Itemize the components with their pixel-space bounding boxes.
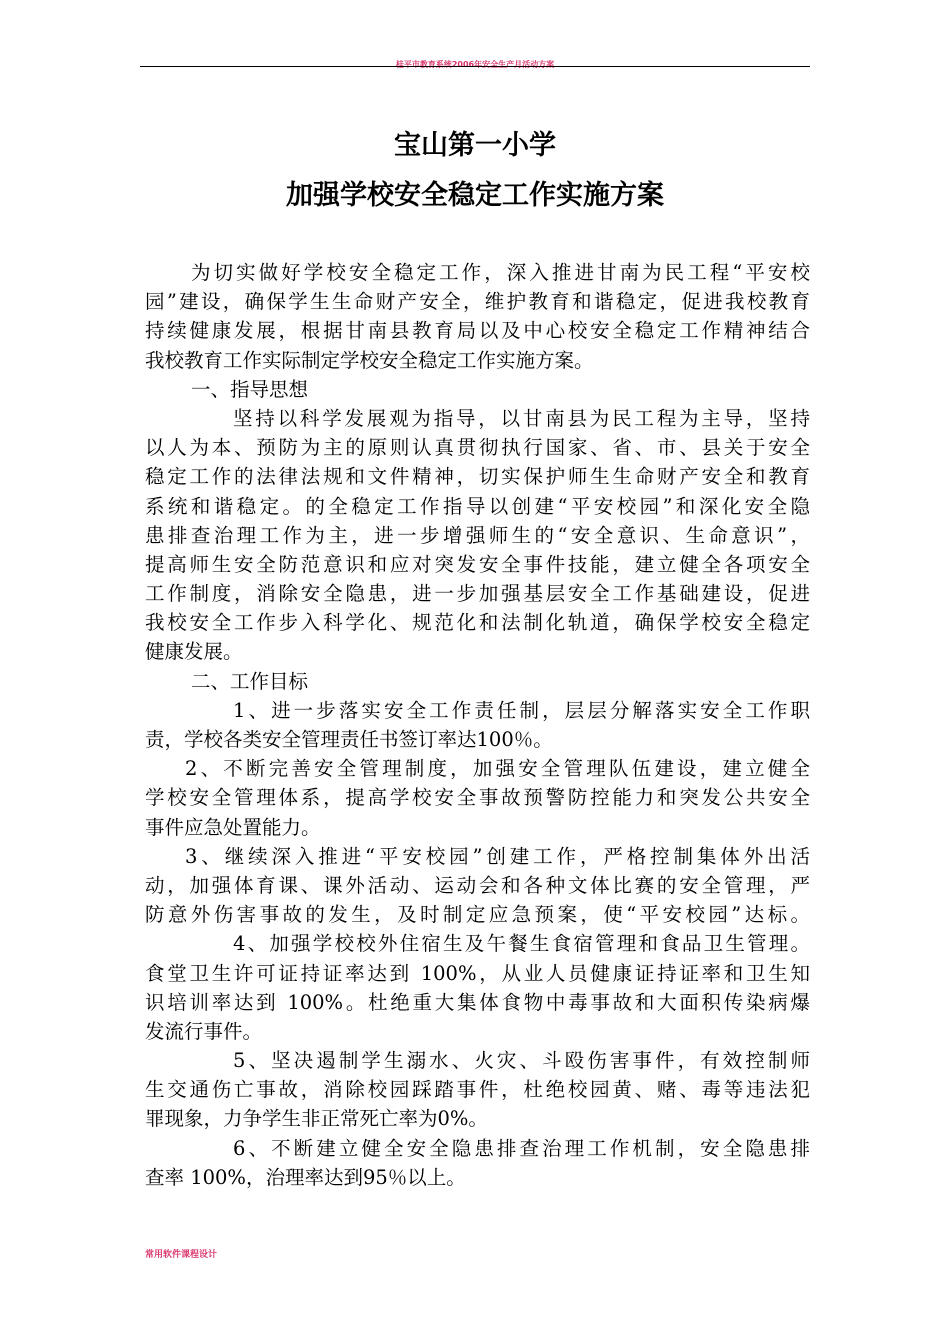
body-line: 发流行事件。 bbox=[145, 1019, 263, 1043]
body-line: 5、坚决遏制学生溺水、火灾、斗殴伤害事件，有效控制师 bbox=[233, 1049, 810, 1073]
body-line: 提高师生安全防范意识和应对突发安全事件技能，建立健全各项安全 bbox=[145, 552, 810, 576]
body-line: 一、指导思想 bbox=[191, 377, 309, 401]
body-line: 稳定工作的法律法规和文件精神，切实保护师生生命财产安全和教育 bbox=[145, 465, 810, 489]
body-line: 事件应急处置能力。 bbox=[145, 815, 321, 839]
body-line: 患排查治理工作为主，进一步增强师生的“安全意识、生命意识”， bbox=[145, 523, 810, 547]
body-line: 我校教育工作实际制定学校安全稳定工作实施方案。 bbox=[145, 348, 594, 372]
body-line: 防意外伤害事故的发生，及时制定应急预案，使“平安校园”达标。 bbox=[145, 903, 810, 927]
body-line: 6、不断建立健全安全隐患排查治理工作机制，安全隐患排 bbox=[233, 1136, 810, 1160]
body-line: 罪现象，力争学生非正常死亡率为0%。 bbox=[145, 1107, 488, 1131]
body-line: 动，加强体育课、课外活动、运动会和各种文体比赛的安全管理，严 bbox=[145, 873, 810, 897]
body-line: 识培训率达到 100%。杜绝重大集体食物中毒事故和大面积传染病爆 bbox=[145, 990, 810, 1014]
body-line: 二、工作目标 bbox=[191, 669, 309, 693]
body-line: 食堂卫生许可证持证率达到 100%，从业人员健康证持证率和卫生知 bbox=[145, 961, 810, 985]
document-body bbox=[145, 258, 810, 1192]
school-name-title: 宝山第一小学 bbox=[394, 130, 556, 161]
body-line: 系统和谐稳定。的全稳定工作指导以创建“平安校园”和深化安全隐 bbox=[145, 494, 810, 518]
body-line: 坚持以科学发展观为指导，以甘南县为民工程为主导，坚持 bbox=[233, 406, 810, 430]
body-line: 3、继续深入推进“平安校园”创建工作，严格控制集体外出活 bbox=[185, 844, 810, 868]
body-line: 学校安全管理体系，提高学校安全事故预警防控能力和突发公共安全 bbox=[145, 786, 810, 810]
running-header: 桂平市教育系统2006年安全生产月活动方案 bbox=[395, 60, 555, 69]
body-line: 1、进一步落实安全工作责任制，层层分解落实安全工作职 bbox=[233, 698, 810, 722]
header-rule bbox=[140, 66, 810, 67]
document-title: 加强学校安全稳定工作实施方案 bbox=[286, 180, 664, 211]
body-line: 以人为本、预防为主的原则认真贯彻执行国家、省、市、县关于安全 bbox=[145, 436, 810, 460]
body-line: 健康发展。 bbox=[145, 640, 243, 664]
body-line: 为切实做好学校安全稳定工作，深入推进甘南为民工程“平安校 bbox=[191, 261, 810, 284]
body-line: 园”建设，确保学生生命财产安全，维护教育和谐稳定，促进我校教育 bbox=[145, 290, 810, 314]
body-line: 2、不断完善安全管理制度，加强安全管理队伍建设，建立健全 bbox=[185, 757, 810, 781]
body-line: 工作制度，消除安全隐患，进一步加强基层安全工作基础建设，促进 bbox=[145, 582, 810, 606]
body-line: 查率 100%，治理率达到95％以上。 bbox=[145, 1165, 466, 1189]
body-line: 持续健康发展，根据甘南县教育局以及中心校安全稳定工作精神结合 bbox=[145, 319, 810, 343]
body-line: 生交通伤亡事故，消除校园踩踏事件，杜绝校园黄、赌、毒等违法犯 bbox=[145, 1078, 810, 1102]
body-line: 我校安全工作步入科学化、规范化和法制化轨道，确保学校安全稳定 bbox=[145, 611, 810, 635]
body-line: 责，学校各类安全管理责任书签订率达100％。 bbox=[145, 728, 553, 751]
body-line: 4、加强学校校外住宿生及午餐生食宿管理和食品卫生管理。 bbox=[233, 932, 810, 956]
page-footer: 常用软件课程设计 bbox=[145, 1250, 218, 1260]
